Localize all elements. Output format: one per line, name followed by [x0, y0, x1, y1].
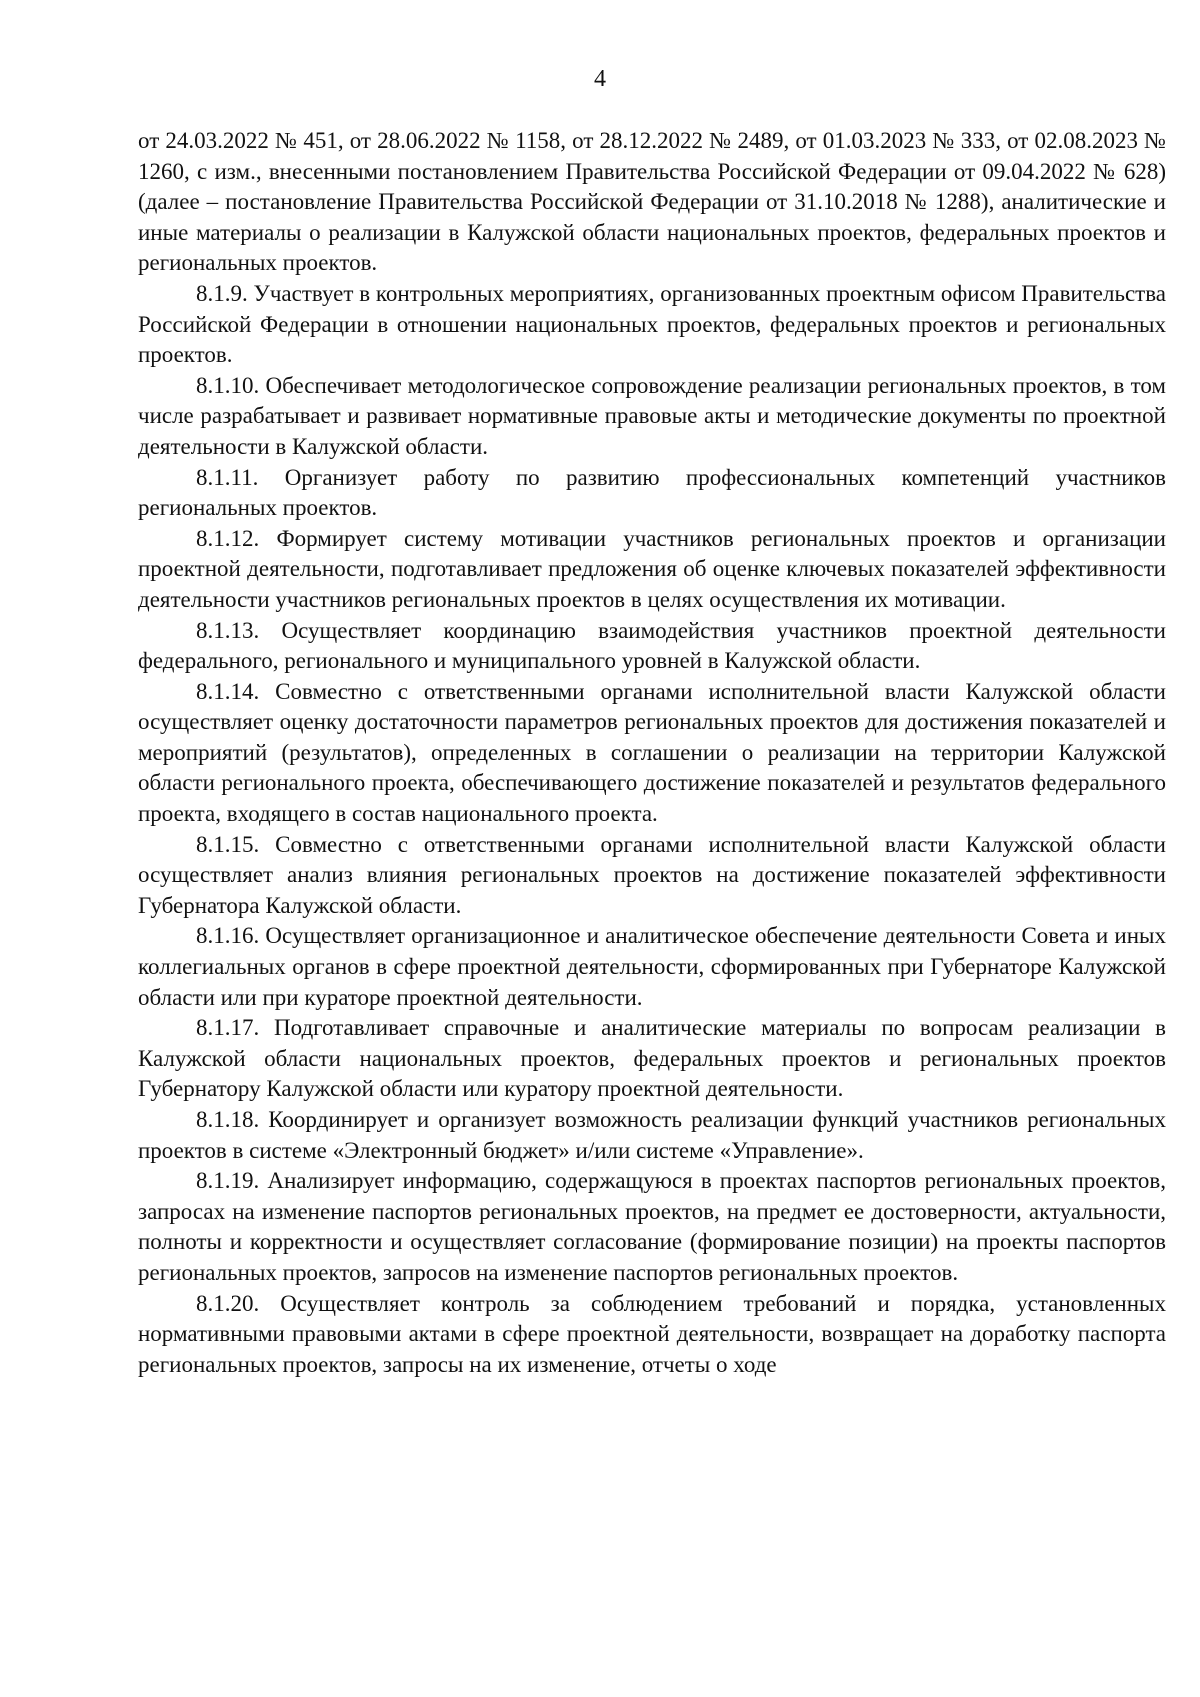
paragraph-8-1-9: 8.1.9. Участвует в контрольных мероприятиях, организованных проектным офисом Правительства Российской Федерации в отношении национальных проектов, федеральных проектов и региональных проектов. [138, 280, 1166, 368]
paragraph-8-1-11: 8.1.11. Организует работу по развитию профессиональных компетенций участников региональных проектов. [138, 464, 1166, 521]
paragraph-8-1-13: 8.1.13. Осуществляет координацию взаимодействия участников проектной деятельности федерального, регионального и муниципального уровней в Калужской области. [138, 617, 1166, 674]
paragraph-8-1-18: 8.1.18. Координирует и организует возможность реализации функций участников региональных проектов в системе «Электронный бюджет» и/или системе «Управление». [138, 1107, 1166, 1163]
paragraph-8-1-20: 8.1.20. Осуществляет контроль за соблюдением требований и порядка, установленных нормативными правовыми актами в сфере проектной деятельности, возвращает на доработку паспорта региональных проектов, запросы на их изменение, отчеты о ходе [138, 1290, 1166, 1377]
document-body [138, 126, 1166, 1380]
paragraph-8-1-10: 8.1.10. Обеспечивает методологическое сопровождение реализации региональных проектов, в том числе разрабатывает и развивает нормативные правовые акты и методические документы по проектной деятельности в Калужской области. [138, 372, 1166, 459]
paragraph-8-1-15: 8.1.15. Совместно с ответственными органами исполнительной власти Калужской области осуществляет анализ влияния региональных проектов на достижение показателей эффективности Губернатора Калужской области. [138, 831, 1166, 918]
paragraph-continuation: от 24.03.2022 № 451, от 28.06.2022 № 1158, от 28.12.2022 № 2489, от 01.03.2023 № 333, от 02.08.2023 № 1260, с изм., внесенными постановлением Правительства Российской Федерации от 09.04.2022 № 628) (далее – постановление Правительства Российской Федерации от 31.10.2018 № 1288), аналитические и иные материалы о реализации в Калужской области национальных проектов, федеральных проектов и региональных проектов. [138, 128, 1166, 276]
page-number: 4 [594, 66, 606, 92]
paragraph-8-1-16: 8.1.16. Осуществляет организационное и аналитическое обеспечение деятельности Совета и иных коллегиальных органов в сфере проектной деятельности, сформированных при Губернаторе Калужской области или при кураторе проектной деятельности. [138, 923, 1166, 1010]
paragraph-8-1-17: 8.1.17. Подготавливает справочные и аналитические материалы по вопросам реализации в Калужской области национальных проектов, федеральных проектов и региональных проектов Губернатору Калужской области или куратору проектной деятельности. [138, 1015, 1166, 1102]
paragraph-8-1-12: 8.1.12. Формирует систему мотивации участников региональных проектов и организации проектной деятельности, подготавливает предложения об оценке ключевых показателей эффективности деятельности участников региональных проектов в целях осуществления их мотивации. [138, 525, 1166, 612]
paragraph-8-1-19: 8.1.19. Анализирует информацию, содержащуюся в проектах паспортов региональных проектов, запросах на изменение паспортов региональных проектов, на предмет ее достоверности, актуальности, полноты и корректности и осуществляет согласование (формирование позиции) на проекты паспортов региональных проектов, запросов на изменение паспортов региональных проектов. [138, 1168, 1166, 1285]
paragraph-8-1-14: 8.1.14. Совместно с ответственными органами исполнительной власти Калужской области осуществляет оценку достаточности параметров региональных проектов для достижения показателей и мероприятий (результатов), определенных в соглашении о реализации на территории Калужской области регионального проекта, обеспечивающего достижение показателей и результатов федерального проекта, входящего в состав национального проекта. [138, 678, 1166, 827]
